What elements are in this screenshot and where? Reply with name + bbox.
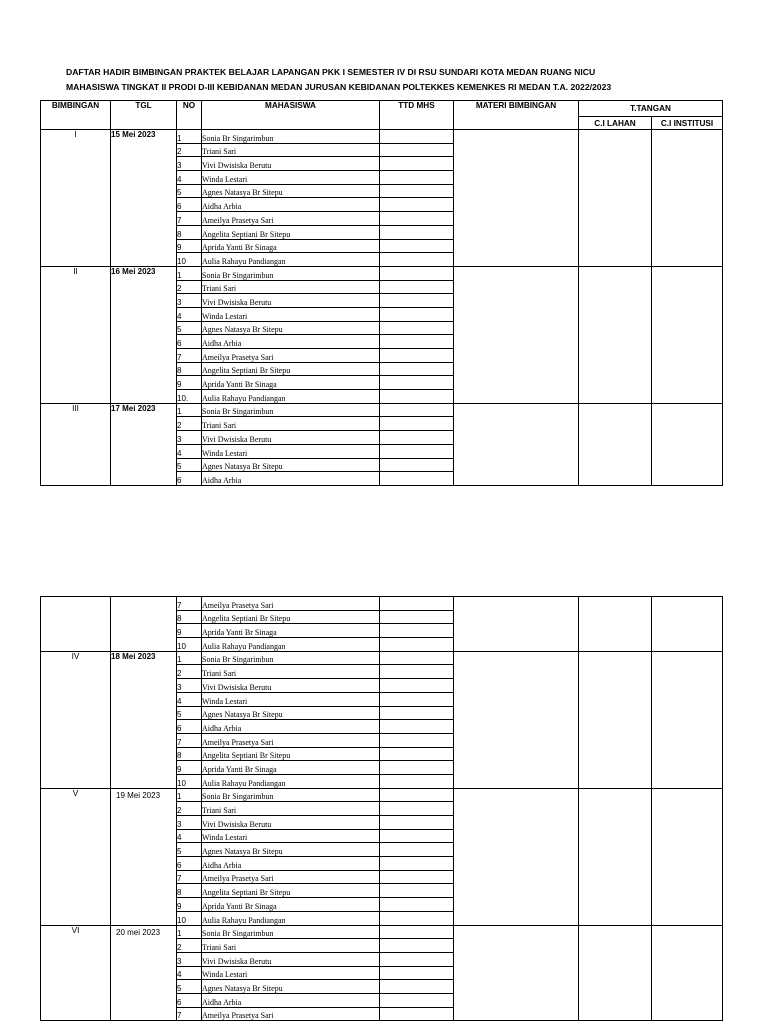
student-name-cell: Sonia Br Singarimbun: [202, 266, 380, 280]
table-row: [41, 597, 723, 611]
student-number-cell: 3: [177, 431, 202, 445]
student-name-cell: Vivi Dwisiska Berutu: [202, 157, 380, 171]
student-name-cell: Aulia Rahayu Pandiangan: [202, 638, 380, 652]
student-number-cell: 6: [177, 993, 202, 1007]
student-name-cell: Sonia Br Singarimbun: [202, 403, 380, 417]
student-name-cell: Vivi Dwisiska Berutu: [202, 816, 380, 830]
ci-lahan-cell[interactable]: [579, 403, 652, 485]
ttd-mhs-cell[interactable]: [380, 225, 454, 239]
student-name-cell: Triani Sari: [202, 802, 380, 816]
bimbingan-cell: III: [41, 403, 111, 485]
date-cell: 15 Mei 2023: [111, 130, 177, 267]
student-number-cell: 2: [177, 417, 202, 431]
student-number-cell: 7: [177, 1007, 202, 1021]
ttd-mhs-cell[interactable]: [380, 884, 454, 898]
student-name-cell: Aulia Rahayu Pandiangan: [202, 253, 380, 267]
student-number-cell: 1: [177, 403, 202, 417]
ttd-mhs-cell[interactable]: [380, 857, 454, 871]
ttd-mhs-cell[interactable]: [380, 362, 454, 376]
student-number-cell: 1: [177, 788, 202, 802]
ttd-mhs-cell[interactable]: [380, 952, 454, 966]
student-number-cell: 3: [177, 294, 202, 308]
date-cell: 17 Mei 2023: [111, 403, 177, 485]
bimbingan-cell: [41, 597, 111, 652]
student-number-cell: 9: [177, 376, 202, 390]
student-name-cell: Agnes Natasya Br Sitepu: [202, 843, 380, 857]
ttd-mhs-cell[interactable]: [380, 720, 454, 734]
ttd-mhs-cell[interactable]: [380, 939, 454, 953]
materi-bimbingan-cell[interactable]: [454, 788, 579, 925]
ci-institusi-cell[interactable]: [652, 788, 723, 925]
student-number-cell: 3: [177, 679, 202, 693]
student-number-cell: 8: [177, 225, 202, 239]
student-number-cell: 10: [177, 253, 202, 267]
student-number-cell: 4: [177, 966, 202, 980]
ci-institusi-cell[interactable]: [652, 925, 723, 1021]
ttd-mhs-cell[interactable]: [380, 761, 454, 775]
col-header-t-tangan: T.TANGAN: [579, 101, 723, 117]
student-name-cell: Vivi Dwisiska Berutu: [202, 679, 380, 693]
student-name-cell: Triani Sari: [202, 280, 380, 294]
ttd-mhs-cell[interactable]: [380, 597, 454, 611]
student-number-cell: 5: [177, 843, 202, 857]
student-name-cell: Winda Lestari: [202, 829, 380, 843]
materi-bimbingan-cell[interactable]: [454, 925, 579, 1021]
student-number-cell: 5: [177, 321, 202, 335]
table-row: [41, 788, 723, 802]
student-number-cell: 7: [177, 212, 202, 226]
ttd-mhs-cell[interactable]: [380, 706, 454, 720]
student-name-cell: Sonia Br Singarimbun: [202, 925, 380, 939]
col-header-ci-institusi: C.I INSTITUSI: [652, 117, 723, 130]
student-name-cell: Aprida Yanti Br Sinaga: [202, 239, 380, 253]
student-name-cell: Sonia Br Singarimbun: [202, 130, 380, 144]
student-number-cell: 7: [177, 349, 202, 363]
ttd-mhs-cell[interactable]: [380, 458, 454, 472]
student-name-cell: Winda Lestari: [202, 307, 380, 321]
ttd-mhs-cell[interactable]: [380, 843, 454, 857]
student-number-cell: 4: [177, 444, 202, 458]
ttd-mhs-cell[interactable]: [380, 980, 454, 994]
student-number-cell: 5: [177, 184, 202, 198]
student-number-cell: 1: [177, 266, 202, 280]
student-number-cell: 8: [177, 610, 202, 624]
table-row: [41, 266, 723, 280]
ttd-mhs-cell[interactable]: [380, 253, 454, 267]
col-header-materi-bimbingan: MATERI BIMBINGAN: [454, 101, 579, 130]
student-name-cell: Aidha Arbia: [202, 198, 380, 212]
ttd-mhs-cell[interactable]: [380, 321, 454, 335]
ttd-mhs-cell[interactable]: [380, 472, 454, 486]
student-number-cell: 1: [177, 130, 202, 144]
attendance-table-page-2: [40, 596, 723, 1021]
student-name-cell: Agnes Natasya Br Sitepu: [202, 321, 380, 335]
ci-institusi-cell[interactable]: [652, 403, 723, 485]
student-number-cell: 6: [177, 720, 202, 734]
student-number-cell: 3: [177, 952, 202, 966]
student-number-cell: 6: [177, 335, 202, 349]
ci-institusi-cell[interactable]: [652, 130, 723, 267]
student-name-cell: Ameilya Prasetya Sari: [202, 349, 380, 363]
ttd-mhs-cell[interactable]: [380, 816, 454, 830]
student-number-cell: 8: [177, 362, 202, 376]
ttd-mhs-cell[interactable]: [380, 774, 454, 788]
ttd-mhs-cell[interactable]: [380, 993, 454, 1007]
student-number-cell: 10: [177, 638, 202, 652]
ttd-mhs-cell[interactable]: [380, 280, 454, 294]
ttd-mhs-cell[interactable]: [380, 911, 454, 925]
ttd-mhs-cell[interactable]: [380, 829, 454, 843]
student-number-cell: 5: [177, 458, 202, 472]
student-number-cell: 6: [177, 857, 202, 871]
student-number-cell: 10.: [177, 390, 202, 404]
student-name-cell: Ameilya Prasetya Sari: [202, 870, 380, 884]
student-name-cell: Aulia Rahayu Pandiangan: [202, 774, 380, 788]
student-number-cell: 2: [177, 280, 202, 294]
student-name-cell: Agnes Natasya Br Sitepu: [202, 706, 380, 720]
student-name-cell: Aidha Arbia: [202, 993, 380, 1007]
ttd-mhs-cell[interactable]: [380, 390, 454, 404]
col-header-ci-lahan: C.I LAHAN: [579, 117, 652, 130]
ttd-mhs-cell[interactable]: [380, 444, 454, 458]
ci-institusi-cell[interactable]: [652, 266, 723, 403]
ttd-mhs-cell[interactable]: [380, 692, 454, 706]
ci-institusi-cell[interactable]: [652, 597, 723, 652]
student-name-cell: Winda Lestari: [202, 444, 380, 458]
ttd-mhs-cell[interactable]: [380, 624, 454, 638]
student-number-cell: 9: [177, 761, 202, 775]
table-row: [41, 925, 723, 939]
student-name-cell: Angelita Septiani Br Sitepu: [202, 362, 380, 376]
student-name-cell: Sonia Br Singarimbun: [202, 788, 380, 802]
col-header-no: NO: [177, 101, 202, 130]
ci-lahan-cell[interactable]: [579, 925, 652, 1021]
ci-lahan-cell[interactable]: [579, 266, 652, 403]
student-name-cell: Vivi Dwisiska Berutu: [202, 431, 380, 445]
student-number-cell: 7: [177, 597, 202, 611]
materi-bimbingan-cell[interactable]: [454, 266, 579, 403]
ttd-mhs-cell[interactable]: [380, 266, 454, 280]
document-title-line-1: DAFTAR HADIR BIMBINGAN PRAKTEK BELAJAR LAPANGAN PKK I SEMESTER IV DI RSU SUNDARI KOTA MEDAN RUANG NICU: [66, 67, 596, 77]
student-name-cell: Vivi Dwisiska Berutu: [202, 294, 380, 308]
date-cell: [111, 597, 177, 652]
student-name-cell: Ameilya Prasetya Sari: [202, 597, 380, 611]
col-header-mahasiswa: MAHASISWA: [202, 101, 380, 130]
student-name-cell: Aulia Rahayu Pandiangan: [202, 390, 380, 404]
student-number-cell: 8: [177, 884, 202, 898]
bimbingan-cell: V: [41, 788, 111, 925]
student-name-cell: Winda Lestari: [202, 692, 380, 706]
ttd-mhs-cell[interactable]: [380, 925, 454, 939]
ttd-mhs-cell[interactable]: [380, 349, 454, 363]
ttd-mhs-cell[interactable]: [380, 212, 454, 226]
student-number-cell: 7: [177, 733, 202, 747]
student-number-cell: 6: [177, 198, 202, 212]
student-name-cell: Angelita Septiani Br Sitepu: [202, 610, 380, 624]
student-name-cell: Angelita Septiani Br Sitepu: [202, 747, 380, 761]
ttd-mhs-cell[interactable]: [380, 651, 454, 665]
student-number-cell: 4: [177, 692, 202, 706]
ttd-mhs-cell[interactable]: [380, 870, 454, 884]
student-number-cell: 4: [177, 307, 202, 321]
ttd-mhs-cell[interactable]: [380, 733, 454, 747]
student-number-cell: 7: [177, 870, 202, 884]
student-number-cell: 2: [177, 143, 202, 157]
student-number-cell: 2: [177, 802, 202, 816]
ci-lahan-cell[interactable]: [579, 130, 652, 267]
student-name-cell: Ameilya Prasetya Sari: [202, 1007, 380, 1021]
ttd-mhs-cell[interactable]: [380, 403, 454, 417]
date-cell: 20 mei 2023: [111, 925, 177, 1021]
table-row: [41, 651, 723, 665]
student-number-cell: 1: [177, 651, 202, 665]
student-number-cell: 8: [177, 747, 202, 761]
student-number-cell: 3: [177, 816, 202, 830]
ttd-mhs-cell[interactable]: [380, 294, 454, 308]
student-name-cell: Aprida Yanti Br Sinaga: [202, 624, 380, 638]
student-name-cell: Ameilya Prasetya Sari: [202, 212, 380, 226]
ci-lahan-cell[interactable]: [579, 788, 652, 925]
student-number-cell: 10: [177, 774, 202, 788]
student-number-cell: 9: [177, 239, 202, 253]
student-name-cell: Agnes Natasya Br Sitepu: [202, 184, 380, 198]
student-name-cell: Triani Sari: [202, 665, 380, 679]
ttd-mhs-cell[interactable]: [380, 335, 454, 349]
ttd-mhs-cell[interactable]: [380, 638, 454, 652]
ttd-mhs-cell[interactable]: [380, 665, 454, 679]
date-cell: 19 Mei 2023: [111, 788, 177, 925]
ttd-mhs-cell[interactable]: [380, 747, 454, 761]
ttd-mhs-cell[interactable]: [380, 417, 454, 431]
date-cell: 18 Mei 2023: [111, 651, 177, 788]
student-number-cell: 5: [177, 980, 202, 994]
student-name-cell: Triani Sari: [202, 417, 380, 431]
attendance-table-page-1: [40, 100, 723, 486]
bimbingan-cell: II: [41, 266, 111, 403]
student-number-cell: 4: [177, 171, 202, 185]
attendance-rows-page-2: [41, 597, 723, 1021]
student-name-cell: Angelita Septiani Br Sitepu: [202, 225, 380, 239]
bimbingan-cell: I: [41, 130, 111, 267]
student-name-cell: Aidha Arbia: [202, 335, 380, 349]
student-name-cell: Agnes Natasya Br Sitepu: [202, 458, 380, 472]
student-number-cell: 3: [177, 157, 202, 171]
ttd-mhs-cell[interactable]: [380, 431, 454, 445]
student-name-cell: Aulia Rahayu Pandiangan: [202, 911, 380, 925]
ttd-mhs-cell[interactable]: [380, 130, 454, 144]
bimbingan-cell: IV: [41, 651, 111, 788]
student-number-cell: 5: [177, 706, 202, 720]
ttd-mhs-cell[interactable]: [380, 239, 454, 253]
bimbingan-cell: VI: [41, 925, 111, 1021]
col-header-tgl: TGL: [111, 101, 177, 130]
ttd-mhs-cell[interactable]: [380, 679, 454, 693]
student-name-cell: Aidha Arbia: [202, 857, 380, 871]
ttd-mhs-cell[interactable]: [380, 376, 454, 390]
student-name-cell: Aprida Yanti Br Sinaga: [202, 376, 380, 390]
table-row: [41, 403, 723, 417]
ci-lahan-cell[interactable]: [579, 651, 652, 788]
materi-bimbingan-cell[interactable]: [454, 130, 579, 267]
student-name-cell: Winda Lestari: [202, 966, 380, 980]
student-number-cell: 9: [177, 624, 202, 638]
ttd-mhs-cell[interactable]: [380, 198, 454, 212]
ttd-mhs-cell[interactable]: [380, 157, 454, 171]
ttd-mhs-cell[interactable]: [380, 966, 454, 980]
ttd-mhs-cell[interactable]: [380, 802, 454, 816]
student-number-cell: 2: [177, 939, 202, 953]
ttd-mhs-cell[interactable]: [380, 171, 454, 185]
student-name-cell: Aidha Arbia: [202, 472, 380, 486]
ttd-mhs-cell[interactable]: [380, 898, 454, 912]
materi-bimbingan-cell[interactable]: [454, 597, 579, 652]
student-name-cell: Sonia Br Singarimbun: [202, 651, 380, 665]
student-number-cell: 10: [177, 911, 202, 925]
student-number-cell: 4: [177, 829, 202, 843]
student-number-cell: 2: [177, 665, 202, 679]
student-name-cell: Winda Lestari: [202, 171, 380, 185]
attendance-rows-page-1: [41, 130, 723, 486]
student-number-cell: 6: [177, 472, 202, 486]
document-title-line-2: MAHASISWA TINGKAT II PRODI D-III KEBIDANAN MEDAN JURUSAN KEBIDANAN POLTEKKES KEMENKES RI MEDAN T.A. 2022/2023: [66, 82, 612, 92]
table-row: [41, 130, 723, 144]
ttd-mhs-cell[interactable]: [380, 184, 454, 198]
date-cell: 16 Mei 2023: [111, 266, 177, 403]
student-name-cell: Aidha Arbia: [202, 720, 380, 734]
materi-bimbingan-cell[interactable]: [454, 403, 579, 485]
student-name-cell: Triani Sari: [202, 939, 380, 953]
student-name-cell: Agnes Natasya Br Sitepu: [202, 980, 380, 994]
student-name-cell: Ameilya Prasetya Sari: [202, 733, 380, 747]
ci-institusi-cell[interactable]: [652, 651, 723, 788]
col-header-bimbingan: BIMBINGAN: [41, 101, 111, 130]
ttd-mhs-cell[interactable]: [380, 143, 454, 157]
ttd-mhs-cell[interactable]: [380, 1007, 454, 1021]
ci-lahan-cell[interactable]: [579, 597, 652, 652]
ttd-mhs-cell[interactable]: [380, 788, 454, 802]
col-header-ttd-mhs: TTD MHS: [380, 101, 454, 130]
student-name-cell: Triani Sari: [202, 143, 380, 157]
student-number-cell: 1: [177, 925, 202, 939]
student-number-cell: 9: [177, 898, 202, 912]
ttd-mhs-cell[interactable]: [380, 610, 454, 624]
student-name-cell: Angelita Septiani Br Sitepu: [202, 884, 380, 898]
student-name-cell: Aprida Yanti Br Sinaga: [202, 898, 380, 912]
ttd-mhs-cell[interactable]: [380, 307, 454, 321]
student-name-cell: Aprida Yanti Br Sinaga: [202, 761, 380, 775]
student-name-cell: Vivi Dwisiska Berutu: [202, 952, 380, 966]
materi-bimbingan-cell[interactable]: [454, 651, 579, 788]
